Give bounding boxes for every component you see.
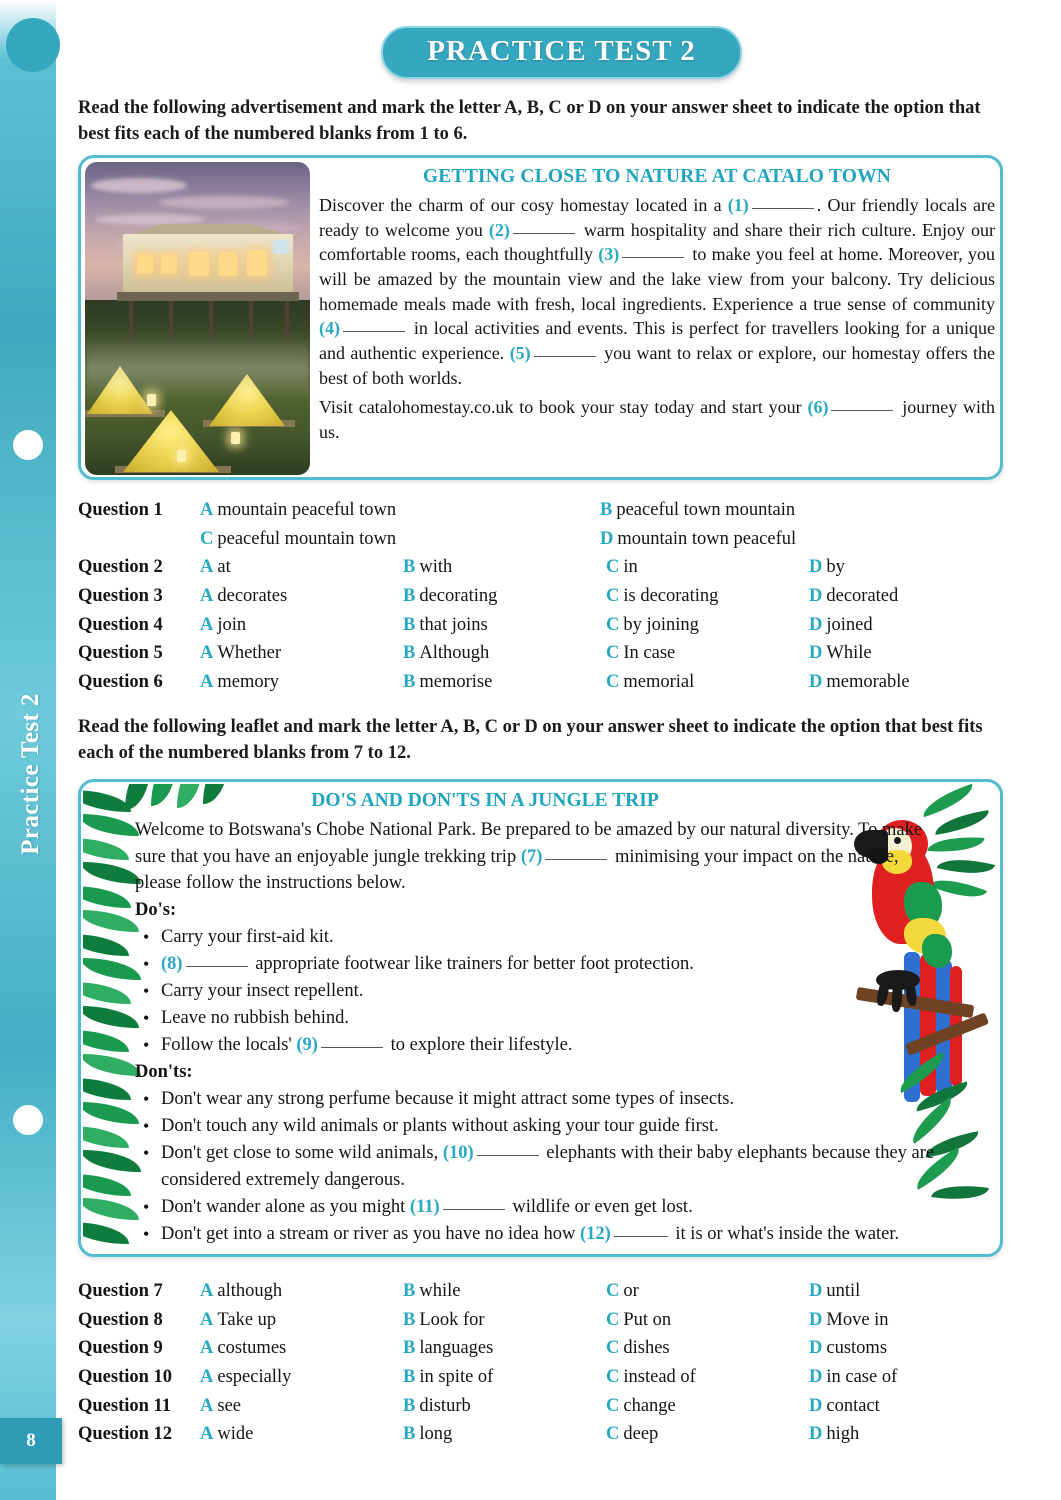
text-fragment: elephants with their baby elephants because they are considered extremely dangerous.	[161, 1142, 935, 1190]
answer-option-d[interactable]	[809, 1363, 1012, 1392]
question-label: Question 6	[78, 672, 163, 693]
question-label: Question 8	[78, 1309, 163, 1330]
text-fragment: in local activities and events. This is perfect for travellers looking for a unique and authentic experience.	[319, 318, 995, 363]
option-text: while	[419, 1281, 461, 1301]
blank-line-6	[831, 410, 893, 411]
leaflet-intro-paragraph	[135, 817, 945, 897]
option-letter: A	[200, 1424, 214, 1445]
answer-option-d[interactable]	[809, 582, 1012, 611]
blank-line-5	[534, 356, 596, 357]
advertisement-heading: GETTING CLOSE TO NATURE AT CATALO TOWN	[422, 166, 892, 187]
decorative-sidebar	[0, 0, 62, 1500]
option-text: dishes	[623, 1338, 670, 1359]
option-letter: B	[403, 557, 416, 578]
blank-number-1: (1)	[727, 195, 749, 215]
blank-line-3	[622, 257, 684, 258]
option-letter: D	[809, 643, 823, 664]
option-letter: A	[200, 643, 214, 664]
answer-option-a[interactable]	[200, 639, 403, 668]
text-fragment: Don't get into a stream or river as you have no idea how	[161, 1223, 580, 1244]
option-letter: B	[403, 1395, 416, 1416]
table-row	[78, 611, 1008, 640]
option-text: disturb	[419, 1395, 471, 1416]
blank-line-9	[321, 1047, 383, 1048]
answer-option-d[interactable]	[809, 611, 1012, 640]
answer-option-b[interactable]	[403, 582, 606, 611]
option-text: memorise	[419, 672, 493, 693]
questions-1-to-6	[78, 496, 1008, 697]
option-text: join	[217, 614, 247, 635]
option-letter: D	[600, 528, 614, 549]
answer-option-d[interactable]	[600, 525, 1000, 554]
option-text: peaceful town mountain	[616, 500, 796, 520]
option-letter: D	[809, 672, 823, 693]
answer-option-d[interactable]	[809, 668, 1012, 697]
text-fragment: Leave no rubbish behind.	[161, 1007, 350, 1028]
blank-number-3: (3)	[598, 244, 620, 265]
text-fragment: Discover the charm of our cosy homestay located in a	[319, 195, 728, 215]
option-text: decorated	[826, 586, 899, 607]
option-letter: D	[809, 1367, 823, 1388]
text-fragment: warm hospitality and share their rich culture. Enjoy our comfortable rooms, each thoughtfully	[319, 219, 995, 265]
option-text: Although	[419, 643, 490, 664]
answer-option-c[interactable]	[606, 1420, 809, 1449]
option-letter: B	[403, 1338, 416, 1359]
answer-option-c[interactable]	[606, 1334, 809, 1363]
answer-option-b[interactable]	[403, 668, 606, 697]
answer-option-d[interactable]	[809, 553, 1012, 582]
list-item	[135, 1194, 945, 1221]
option-letter: C	[606, 1338, 620, 1359]
text-fragment: Welcome to Botswana's Chobe National Park. Be prepared to be amazed by our natural diversity. To make sure that you have an enjoyable jungle trekking trip	[135, 820, 923, 867]
page-title-banner	[62, 26, 1061, 79]
text-fragment: Don't wander alone as you might	[161, 1196, 410, 1217]
answer-option-c[interactable]	[606, 1277, 809, 1306]
answer-option-d[interactable]	[809, 1334, 1012, 1363]
option-text: mountain peaceful town	[217, 500, 397, 520]
option-text: memorial	[623, 672, 695, 693]
answer-option-b[interactable]	[403, 1363, 606, 1392]
list-item	[135, 1140, 945, 1194]
option-letter: B	[600, 500, 613, 520]
question-label: Question 5	[78, 643, 163, 664]
blank-line-11	[443, 1209, 505, 1210]
option-letter: D	[809, 557, 823, 578]
answer-option-a[interactable]	[200, 582, 403, 611]
answer-option-d[interactable]	[809, 1306, 1012, 1335]
answer-option-b[interactable]	[403, 639, 606, 668]
table-row	[78, 1277, 1008, 1306]
page-title: PRACTICE TEST 2	[427, 35, 696, 67]
text-fragment: minimising your impact on the nature, please follow the instructions below.	[135, 846, 899, 894]
list-item	[135, 1086, 945, 1113]
text-fragment: to make you feel at home. Moreover, you will be amazed by the mountain view and the lake view from your balcony. Try delicious homemade meals made with fresh, local ingredients. Experience a true sense of community	[319, 244, 995, 314]
answer-option-b[interactable]	[600, 496, 1000, 525]
option-text: by joining	[623, 614, 699, 635]
answer-option-c[interactable]	[606, 582, 809, 611]
blank-number-9: (9)	[296, 1034, 318, 1055]
answer-option-c[interactable]	[606, 1306, 809, 1335]
answer-option-b[interactable]	[403, 1420, 606, 1449]
page-number: 8	[0, 1418, 62, 1464]
text-fragment: journey with us.	[319, 397, 995, 442]
option-text: In case	[623, 643, 676, 664]
advertisement-paragraph-1	[319, 193, 995, 390]
question-label: Question 7	[78, 1281, 163, 1301]
text-fragment: . Our friendly locals are ready to welcome you	[319, 195, 995, 240]
option-text: in case of	[826, 1367, 898, 1388]
option-text: especially	[217, 1367, 292, 1388]
list-item	[135, 924, 945, 951]
donts-heading: Don'ts:	[135, 1061, 193, 1082]
option-text: Put on	[623, 1309, 672, 1330]
answer-option-a[interactable]	[200, 553, 403, 582]
answer-option-b[interactable]	[403, 1392, 606, 1421]
advertisement-paragraph-2	[319, 395, 995, 444]
option-letter: A	[200, 1281, 214, 1301]
answer-option-d[interactable]	[809, 639, 1012, 668]
option-text: deep	[623, 1424, 659, 1445]
option-letter: A	[200, 586, 214, 607]
option-text: decorating	[419, 586, 498, 607]
option-text: long	[419, 1424, 453, 1445]
answer-option-d[interactable]	[809, 1277, 1012, 1306]
option-text: see	[217, 1395, 241, 1416]
text-fragment: Don't wear any strong perfume because it might attract some types of insects.	[161, 1088, 735, 1109]
option-text: mountain town peaceful	[617, 528, 797, 549]
option-text: While	[826, 643, 872, 664]
answer-option-c[interactable]	[200, 525, 600, 554]
text-fragment: you want to relax or explore, our homestay offers the best of both worlds.	[319, 342, 995, 388]
table-row	[78, 1420, 1008, 1449]
option-letter: A	[200, 557, 214, 578]
answer-option-b[interactable]	[403, 1334, 606, 1363]
text-fragment: Carry your first-aid kit.	[161, 926, 334, 947]
blank-number-6: (6)	[807, 397, 829, 418]
option-letter: C	[200, 528, 214, 549]
leaflet-text	[135, 790, 945, 1248]
blank-number-12: (12)	[579, 1223, 611, 1244]
option-text: at	[217, 557, 231, 578]
question-label: Question 2	[78, 557, 163, 578]
option-letter: D	[809, 1395, 823, 1416]
text-fragment: it is or what's inside the water.	[670, 1223, 900, 1244]
answer-option-a[interactable]	[200, 496, 600, 525]
option-text: customs	[826, 1338, 888, 1359]
option-text: wide	[217, 1424, 254, 1445]
option-text: instead of	[623, 1367, 696, 1388]
table-row	[78, 1334, 1008, 1363]
text-fragment: wildlife or even get lost.	[507, 1196, 693, 1217]
blank-line-10	[477, 1155, 539, 1156]
answer-option-c[interactable]	[606, 1392, 809, 1421]
option-text: although	[217, 1281, 283, 1301]
advertisement-text	[319, 166, 995, 450]
question-label: Question 12	[78, 1424, 173, 1445]
option-letter: C	[606, 1281, 620, 1301]
answer-option-c[interactable]	[606, 611, 809, 640]
answer-option-b[interactable]	[403, 1306, 606, 1335]
option-letter: D	[809, 1338, 823, 1359]
dos-heading: Do's:	[135, 899, 177, 920]
answer-option-d[interactable]	[809, 1420, 1012, 1449]
advertisement-passage-box	[78, 155, 1003, 480]
text-fragment: appropriate footwear like trainers for better foot protection.	[250, 953, 694, 974]
option-text: or	[623, 1281, 639, 1301]
sidebar-dot-decoration	[13, 1105, 43, 1135]
table-row	[78, 582, 1008, 611]
answer-option-c[interactable]	[606, 668, 809, 697]
option-text: with	[419, 557, 453, 578]
option-text: by	[826, 557, 845, 578]
option-text: in spite of	[419, 1367, 494, 1388]
table-row	[78, 1392, 1008, 1421]
homestay-photo	[85, 162, 310, 475]
answer-option-b[interactable]	[403, 553, 606, 582]
option-letter: B	[403, 614, 416, 635]
option-letter: B	[403, 672, 416, 693]
answer-option-a[interactable]	[200, 1334, 403, 1363]
option-letter: D	[809, 586, 823, 607]
option-text: in	[623, 557, 638, 578]
option-letter: C	[606, 586, 620, 607]
blank-number-11: (11)	[409, 1196, 440, 1217]
answer-option-c[interactable]	[606, 639, 809, 668]
table-row	[78, 1363, 1008, 1392]
blank-line-4	[343, 331, 405, 332]
question-label: Question 1	[78, 500, 163, 520]
option-letter: A	[200, 614, 214, 635]
question-label: Question 4	[78, 614, 163, 635]
option-text: contact	[826, 1395, 880, 1416]
blank-number-5: (5)	[509, 342, 531, 363]
option-text: Move in	[826, 1309, 889, 1330]
option-text: memorable	[826, 672, 910, 693]
option-letter: C	[606, 557, 620, 578]
option-text: joined	[826, 614, 873, 635]
list-item	[135, 951, 945, 978]
table-row	[78, 1306, 1008, 1335]
list-item	[135, 1113, 945, 1140]
blank-line-7	[545, 859, 607, 860]
text-fragment: Carry your insect repellent.	[161, 980, 364, 1001]
option-text: that joins	[419, 614, 488, 635]
option-text: high	[826, 1424, 860, 1445]
option-letter: A	[200, 1338, 214, 1359]
answer-option-a[interactable]	[200, 1420, 403, 1449]
option-letter: A	[200, 500, 214, 520]
option-letter: C	[606, 1367, 620, 1388]
blank-number-8: (8)	[161, 953, 183, 974]
answer-option-c[interactable]	[606, 553, 809, 582]
leaflet-heading: DO'S AND DON'TS IN A JUNGLE TRIP	[311, 790, 659, 811]
blank-line-1	[752, 208, 814, 209]
answer-option-a[interactable]	[200, 1277, 403, 1306]
option-text: change	[623, 1395, 676, 1416]
option-text: languages	[419, 1338, 494, 1359]
text-fragment: to explore their lifestyle.	[385, 1034, 573, 1055]
option-text: peaceful mountain town	[217, 528, 397, 549]
blank-number-7: (7)	[520, 846, 543, 867]
text-fragment: Don't get close to some wild animals,	[161, 1142, 443, 1163]
table-row	[78, 668, 1008, 697]
option-letter: B	[403, 643, 416, 664]
option-text: is decorating	[623, 586, 719, 607]
option-letter: C	[606, 1309, 620, 1330]
table-row	[78, 639, 1008, 668]
answer-option-d[interactable]	[809, 1392, 1012, 1421]
blank-number-2: (2)	[488, 219, 510, 240]
question-label: Question 11	[78, 1395, 172, 1416]
table-row	[78, 553, 1008, 582]
blank-line-2	[513, 233, 575, 234]
answer-option-a[interactable]	[200, 611, 403, 640]
text-fragment: Visit catalohomestay.co.uk to book your stay today and start your	[319, 397, 808, 418]
option-letter: B	[403, 1424, 416, 1445]
option-text: decorates	[217, 586, 288, 607]
option-letter: B	[403, 1309, 416, 1330]
option-letter: B	[403, 586, 416, 607]
text-fragment: Don't touch any wild animals or plants without asking your tour guide first.	[161, 1115, 719, 1136]
option-letter: A	[200, 1367, 214, 1388]
option-text: Take up	[217, 1309, 277, 1330]
answer-option-b[interactable]	[403, 611, 606, 640]
question-label: Question 3	[78, 586, 163, 607]
answer-option-a[interactable]	[200, 1306, 403, 1335]
option-text: memory	[217, 672, 280, 693]
answer-option-a[interactable]	[200, 668, 403, 697]
leaflet-passage-box	[78, 779, 1003, 1257]
list-item	[135, 978, 945, 1005]
answer-option-b[interactable]	[403, 1277, 606, 1306]
table-row	[78, 525, 1008, 554]
instruction-text-part1: Read the following advertisement and mark the letter A, B, C or D on your answer sheet to indicate the option that best fits each of the numbered blanks from 1 to 6.	[78, 98, 981, 144]
option-letter: D	[809, 1424, 823, 1445]
option-letter: D	[809, 614, 823, 635]
option-letter: B	[403, 1281, 416, 1301]
blank-number-4: (4)	[319, 318, 340, 339]
option-letter: A	[200, 672, 214, 693]
blank-line-8	[186, 966, 248, 967]
list-item	[135, 1005, 945, 1032]
option-letter: C	[606, 614, 620, 635]
option-letter: D	[809, 1281, 823, 1301]
answer-option-c[interactable]	[606, 1363, 809, 1392]
option-letter: C	[606, 672, 620, 693]
option-text: until	[826, 1281, 861, 1301]
option-letter: A	[200, 1395, 214, 1416]
option-text: Whether	[217, 643, 282, 664]
table-row	[78, 496, 1008, 525]
option-letter: A	[200, 1309, 214, 1330]
list-item	[135, 1032, 945, 1059]
questions-7-to-12	[78, 1277, 1008, 1449]
running-head-label: Practice Test 2	[17, 693, 44, 855]
question-label: Question 9	[78, 1338, 163, 1359]
question-label: Question 10	[78, 1367, 173, 1388]
page-content	[62, 0, 1061, 1500]
blank-number-10: (10)	[442, 1142, 474, 1163]
blank-line-12	[614, 1236, 668, 1237]
answer-option-a[interactable]	[200, 1363, 403, 1392]
option-text: Look for	[419, 1309, 485, 1330]
option-text: costumes	[217, 1338, 287, 1359]
option-letter: D	[809, 1309, 823, 1330]
answer-option-a[interactable]	[200, 1392, 403, 1421]
text-fragment: Follow the locals'	[161, 1034, 297, 1055]
option-letter: B	[403, 1367, 416, 1388]
sidebar-circle-decoration	[6, 18, 60, 72]
option-letter: C	[606, 643, 620, 664]
instruction-text-part2: Read the following leaflet and mark the letter A, B, C or D on your answer sheet to indicate the option that best fits each of the numbered blanks from 7 to 12.	[78, 717, 983, 763]
sidebar-dot-decoration	[13, 430, 43, 460]
option-letter: C	[606, 1395, 620, 1416]
list-item	[135, 1221, 945, 1248]
option-letter: C	[606, 1424, 620, 1445]
